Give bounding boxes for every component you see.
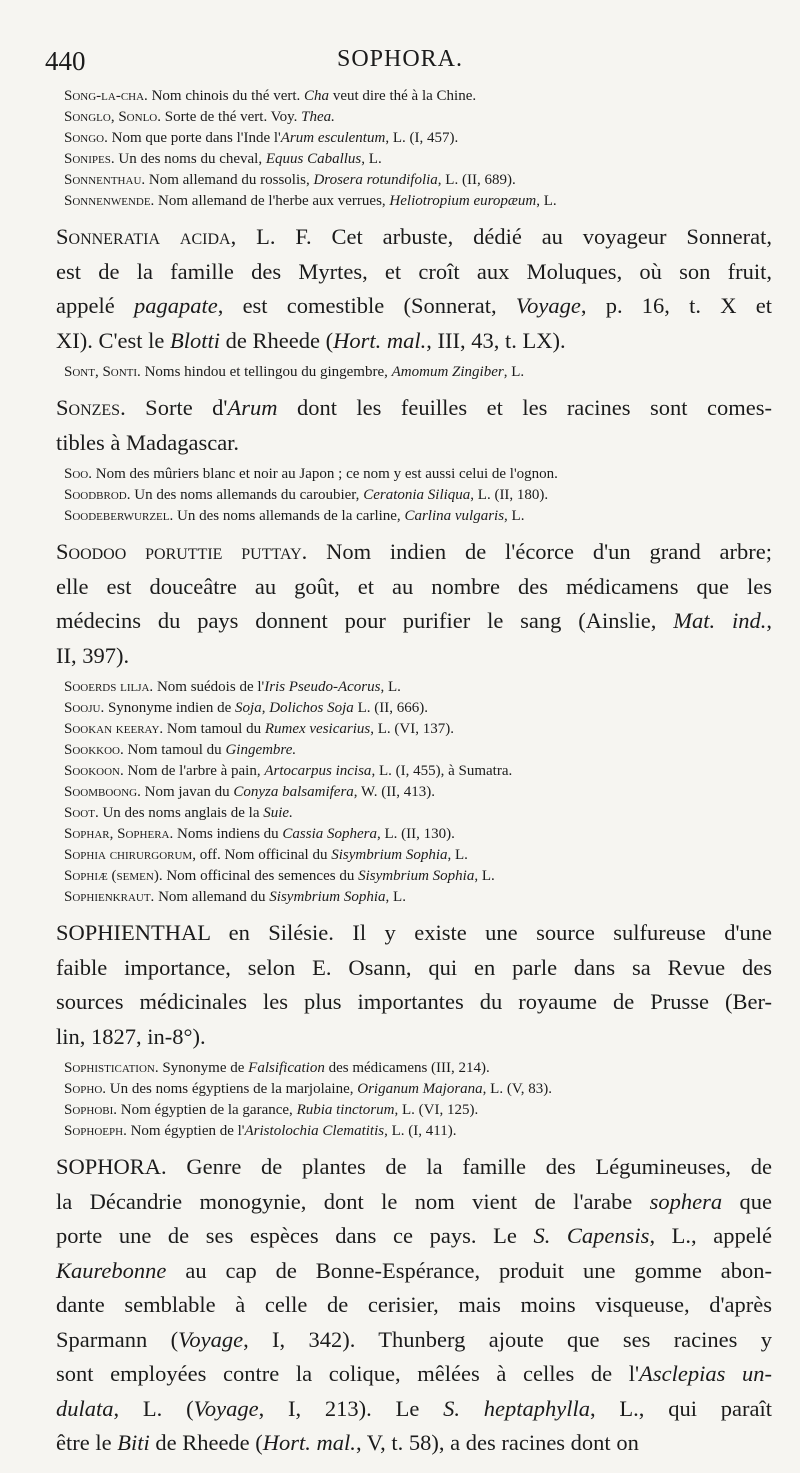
entry-headword: Sophiæ (semen). [64,868,163,884]
minor-entry [56,128,772,149]
italic-term: Suie. [263,805,293,821]
entry-text: , L. [361,151,382,167]
entry-headword: Soodeberwurzel. [64,508,174,524]
entry-text: , L. (VI, 137). [370,721,454,737]
entry-headword: Sookoon. [64,763,124,779]
entry-text: Sorte de thé vert. Voy. [160,109,302,125]
italic-term: S. Capensis [533,1223,650,1248]
entry-line [56,1254,772,1289]
minor-entry [56,698,772,719]
entry-text: de Rheede ( [220,327,334,353]
italic-term: Biti [117,1430,150,1455]
minor-entry [56,1121,772,1142]
entry-line [56,985,772,1020]
entry-text: L. (II, 666). [353,700,428,716]
minor-entry [56,170,772,191]
italic-term: Sisymbrium Sophia [269,889,386,905]
italic-term: Mat. ind. [673,608,767,633]
italic-term: dulata [56,1395,114,1421]
italic-term: Voyage [515,293,581,318]
entry-text: , L. (II, 130). [377,826,455,842]
entry-text: Nom suédois de l' [153,679,265,695]
entry-text: la Décandrie monogynie, dont le nom vient de l'arabe [56,1188,650,1214]
entry-text: de Rheede ( [149,1430,263,1455]
entry-text: , L. (V, 83). [482,1081,552,1097]
entry-text: , L. [474,868,495,884]
entry-headword: Songo. [64,130,108,146]
minor-entry [56,485,772,506]
entry-text: , L. (I, 455), à Sumatra. [371,763,513,779]
entry-text: , L. (I, 411). [384,1123,457,1139]
entry-text: , V, t. 58), a des racines dont on [355,1430,639,1455]
entry-headword: Soodoo poruttie puttay. [56,539,308,564]
italic-term: Drosera rotundifolia [313,172,438,188]
italic-term: Heliotropium europæum [389,193,537,209]
minor-entry [56,677,772,698]
entry-text: XI). C'est le [56,327,171,353]
italic-term: Origanum Majorana [357,1081,483,1097]
entry-text: sources médicinales les plus importantes du royaume de Prusse (Ber- [56,989,772,1014]
italic-term: Sisymbrium Sophia [331,847,448,863]
entry-text: Synonyme de [158,1060,249,1076]
entry-line [56,639,772,674]
entry-text: , L. (VI, 125). [394,1102,479,1118]
entry-text: II, 397). [56,642,130,668]
entry-text: , I, 213). Le [258,1395,444,1421]
major-entry [56,220,772,358]
entry-text: Nom javan du [140,784,234,800]
entry-text: médecins du pays donnent pour purifier le sang (Ainslie, [56,608,674,633]
entry-text: , off. Nom officinal du [192,847,332,863]
major-entry [56,535,772,673]
italic-term: Aristolochia Clematitis [244,1123,385,1139]
entry-headword: Sophia chirurgorum [64,847,193,863]
entry-line [56,324,772,359]
italic-term: Amomum Zingiber [391,364,504,380]
entry-text: Noms indiens du [173,826,283,842]
entry-text: Sparmann ( [56,1326,179,1352]
entry-headword: Sonnenthau. [64,172,146,188]
entry-text: Synonyme indien de [104,700,236,716]
entry-text: , [261,700,270,716]
entry-headword: Sonnenwende. [64,193,155,209]
entry-text: , L. [536,193,557,209]
entry-text: Un des noms du cheval, [114,151,266,167]
minor-entry [56,506,772,527]
entry-line [56,1020,772,1055]
entry-text: Nom tamoul du [123,742,226,758]
entry-text: être le [56,1430,118,1455]
entry-text: dont les feuilles et les racines sont comes- [277,395,772,420]
minor-entry [56,740,772,761]
entry-headword: Sonipes. [64,151,115,167]
entry-headword: Sooerds lilja. [64,679,154,695]
minor-entry [56,887,772,908]
entry-text: Nom allemand du [154,889,270,905]
entry-headword: Sonzes. [56,395,126,420]
italic-term: Thea. [301,109,335,125]
italic-term: Asclepias un- [639,1361,773,1386]
major-entry [56,916,772,1054]
entry-line [56,391,772,426]
entry-text: Noms hindou et tellingou du gingembre, [140,364,392,380]
entry-text: Nom officinal des semences du [162,868,359,884]
entry-line [56,1219,772,1254]
entry-text: Nom allemand du rossolis, [145,172,314,188]
italic-term: S. heptaphylla [443,1395,591,1421]
entry-text: , L. [385,889,406,905]
italic-term: Hort. mal. [262,1430,356,1455]
minor-entry [56,824,772,845]
entry-text: , p. 16, t. X et [580,293,772,318]
entry-text: sont employées contre la colique, mêlées à celles de l' [56,1361,640,1386]
entry-text: Nom tamoul du [163,721,265,737]
italic-term: Blotti [170,327,221,353]
italic-term: Arum [227,395,278,420]
entry-text: , L. (I, 457). [385,130,459,146]
entry-text: Un des noms allemands du caroubier, [130,487,364,503]
entry-headword: Sont, Sonti. [64,364,141,380]
entry-line [56,255,772,290]
entry-headword: Song-la-cha. [64,88,148,104]
entry-headword: Sooju. [64,700,105,716]
entry-headword: Soot. [64,805,99,821]
entry-headword: Sookan keeray. [64,721,164,737]
italic-term: Rumex vesicarius [264,721,371,737]
minor-entry [56,464,772,485]
entry-text: , L. [504,508,525,524]
italic-term: Kaurebonne [56,1257,167,1283]
entry-headword: Sophar, Sophera. [64,826,174,842]
entry-text: , L. [380,679,401,695]
italic-term: Rubia tinctorum [296,1102,395,1118]
italic-term: Conyza balsamifera [233,784,354,800]
minor-entry [56,362,772,383]
italic-term: pagapate [133,293,218,318]
entry-text: elle est douceâtre au goût, et au nombre des médicamens que les [56,573,772,599]
minor-entry [56,86,772,107]
entry-line [56,220,772,255]
italic-term: Cassia Sophera [282,826,377,842]
entry-text: Nom indien de l'écorce d'un grand arbre; [307,539,772,564]
entry-headword: Sopho. [64,1081,107,1097]
italic-term: Voyage [193,1395,259,1421]
italic-term: Voyage [178,1326,244,1352]
entry-line [56,1392,772,1427]
minor-entry [56,761,772,782]
entry-line [56,1185,772,1220]
entry-text: Nom des mûriers blanc et noir au Japon ; ce nom y est aussi celui de l'ognon. [91,466,558,482]
minor-entry [56,107,772,128]
entry-line [56,604,772,639]
italic-term: sophera [649,1188,723,1214]
entry-text: Nom que porte dans l'Inde l' [107,130,281,146]
entry-headword: Songlo, Sonlo. [64,109,161,125]
entry-text: , L., qui paraît [590,1395,772,1421]
entry-text: Nom allemand de l'herbe aux verrues, [154,193,390,209]
entry-text: , III, 43, t. LX). [426,327,566,353]
entry-text: lin, 1827, in-8°). [56,1023,206,1049]
entry-text: , W. (II, 413). [353,784,436,800]
entry-text: , L. (II, 180). [470,487,549,503]
entry-text: , L. [447,847,468,863]
entry-text: Nom de l'arbre à pain, [123,763,265,779]
minor-entry [56,782,772,803]
entry-text: , L. [503,364,525,380]
entry-text: Un des noms allemands de la carline, [173,508,405,524]
entry-line [56,1357,772,1392]
entry-headword: Soomboong. [64,784,141,800]
italic-term: Iris Pseudo-Acorus [264,679,381,695]
entry-line [56,1426,772,1461]
entry-text: que [722,1188,772,1214]
entry-text: Nom égyptien de l' [126,1123,245,1139]
entry-text: , L. ( [113,1395,194,1421]
running-title: SOPHORA. [336,46,464,72]
italic-term: Dolichos Soja [269,700,354,716]
entry-text: tibles à Madagascar. [56,429,240,455]
page-number: 440 [45,46,86,76]
italic-term: Falsification [248,1060,325,1076]
entry-text: , L. (II, 689). [437,172,516,188]
italic-term: Sisymbrium Sophia [358,868,475,884]
entry-headword: Sophienkraut. [64,889,155,905]
entry-line [56,1288,772,1323]
entry-text: SOPHIENTHAL en Silésie. Il y existe une source sulfureuse d'une [56,920,772,945]
minor-entry [56,1058,772,1079]
minor-entry [56,1100,772,1121]
entry-line [56,916,772,951]
entry-line [56,1150,772,1185]
italic-term: Artocarpus incisa [264,763,372,779]
minor-entry [56,149,772,170]
entry-line [56,289,772,324]
italic-term: Cha [304,88,330,104]
entry-line [56,426,772,461]
entry-line [56,1323,772,1358]
entry-text: , [766,608,772,633]
entries-list [56,86,772,1461]
entry-text: dante semblable à celle de cerisier, mais moins visqueuse, d'après [56,1292,772,1317]
entry-headword: Sookkoo. [64,742,124,758]
entry-line [56,951,772,986]
entry-text: SOPHORA. Genre de plantes de la famille des Légumineuses, de [56,1154,772,1179]
entry-headword: Soodbrod. [64,487,131,503]
italic-term: Hort. mal. [333,327,427,353]
minor-entry [56,191,772,212]
minor-entry [56,719,772,740]
entry-text: Nom égyptien de la garance, [117,1102,297,1118]
entry-text: porte une de ses espèces dans ce pays. Le [56,1223,534,1248]
entry-text: Un des noms égyptiens de la marjolaine, [106,1081,358,1097]
entry-text: veut dire thé à la Chine. [329,88,477,104]
minor-entry [56,866,772,887]
entry-text: faible importance, selon E. Osann, qui en parle dans sa Revue des [56,954,772,980]
entry-text: , L. F. Cet arbuste, dédié au voyageur Sonnerat, [230,224,772,249]
entry-line [56,570,772,605]
minor-entry [56,1079,772,1100]
entry-headword: Soo. [64,466,92,482]
entry-text: , I, 342). Thunberg ajoute que ses racines y [243,1326,772,1352]
entry-text: , est comestible (Sonnerat, [217,293,516,318]
italic-term: Soja [235,700,262,716]
italic-term: Equus Caballus [265,151,362,167]
entry-headword: Sophobi. [64,1102,118,1118]
italic-term: Carlina vulgaris [404,508,505,524]
entry-text: Nom chinois du thé vert. [147,88,305,104]
major-entry [56,1150,772,1461]
italic-term: Arum esculentum [280,130,386,146]
entry-text: est de la famille des Myrtes, et croît aux Moluques, où son fruit, [56,258,772,284]
italic-term: Gingembre. [225,742,297,758]
minor-entry [56,803,772,824]
entry-headword: Sonneratia acida [56,224,231,249]
page-header [0,46,800,82]
minor-entry [56,845,772,866]
italic-term: Ceratonia Siliqua [363,487,471,503]
entry-headword: Sophoeph. [64,1123,127,1139]
major-entry [56,391,772,460]
entry-text: des médicamens (III, 214). [324,1060,490,1076]
entry-text: appelé [56,293,134,318]
entry-text: Un des noms anglais de la [98,805,264,821]
entry-headword: Sophistication. [64,1060,159,1076]
entry-line [56,535,772,570]
entry-text: Sorte d' [125,395,228,420]
entry-text: , L., appelé [649,1223,772,1248]
entry-text: au cap de Bonne-Espérance, produit une gomme abon- [166,1257,772,1283]
